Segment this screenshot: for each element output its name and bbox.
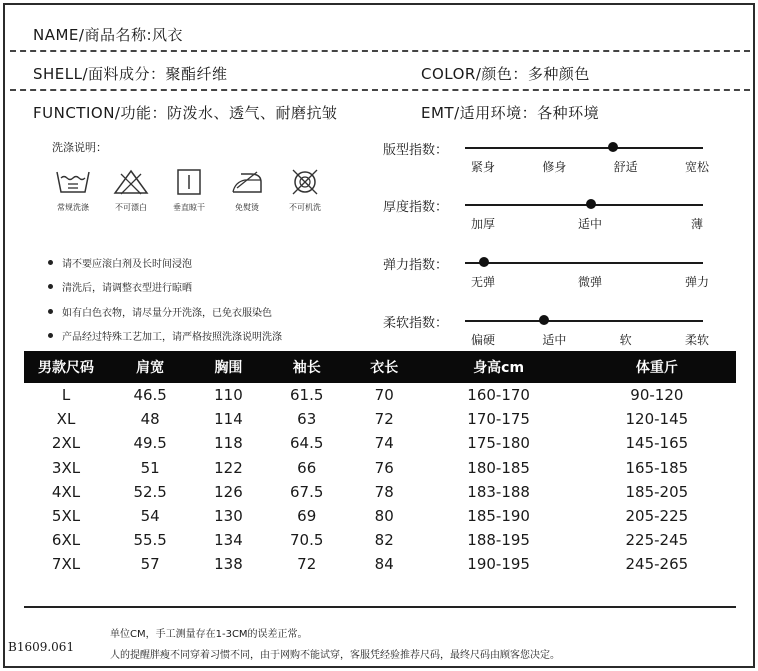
table-row (24, 552, 736, 576)
table-row (24, 528, 736, 552)
value-cell: 138 (214, 555, 243, 574)
value-cell: 110 (214, 386, 243, 405)
scale-levels (455, 215, 725, 229)
list-item: 产品经过特殊工艺加工，请严格按照洗涤说明洗涤 (48, 324, 282, 349)
value-cell: 78 (374, 482, 394, 501)
index-label: 柔软指数： (383, 316, 449, 331)
divider (10, 50, 750, 52)
value-cell: 46.5 (133, 386, 167, 405)
value-cell: 130 (214, 507, 243, 526)
size-cell: 7XL (51, 555, 81, 574)
list-item: 清洗后，请调整衣型进行晾晒 (48, 275, 282, 300)
emt-attribute: EMT/适用环境：各种环境 (421, 104, 600, 122)
value-cell: 170-175 (467, 410, 530, 429)
index-label: 弹力指数： (383, 258, 449, 273)
value-cell: 64.5 (290, 434, 324, 453)
size-cell: 4XL (51, 482, 81, 501)
value-cell: 66 (297, 458, 317, 477)
divider (24, 606, 736, 608)
value-cell: 205-225 (625, 507, 689, 526)
value-cell: 175-180 (467, 434, 530, 453)
name-attribute: NAME/商品名称:风衣 (33, 26, 184, 44)
value-cell: 55.5 (133, 531, 167, 550)
scale-level: 无弹 (470, 275, 496, 289)
washing-icons (44, 168, 344, 213)
scale-levels (455, 273, 725, 287)
scale-line (465, 320, 703, 322)
value-cell: 72 (374, 410, 394, 429)
size-cell: XL (56, 410, 76, 429)
column-header: 体重斤 (578, 351, 736, 383)
column-header: 袖长 (265, 351, 349, 383)
value-cell: 126 (214, 482, 243, 501)
scale-level: 舒适 (613, 160, 638, 174)
value-cell: 160-170 (467, 386, 530, 405)
index-label: 厚度指数： (383, 200, 449, 215)
scale-marker (539, 315, 549, 325)
scale-levels (455, 331, 725, 345)
size-cell: L (61, 386, 71, 405)
scale-line (465, 204, 703, 206)
bullet-icon (48, 284, 53, 289)
value-cell: 63 (297, 410, 317, 429)
bullet-icon (48, 309, 53, 314)
no-machine-wash-icon: 不可机洗 (276, 168, 334, 213)
bullet-icon (48, 260, 53, 265)
scale-level: 宽松 (684, 160, 710, 174)
washing-notes (48, 250, 282, 348)
size-cell: 3XL (51, 458, 81, 477)
column-header: 身高cm (420, 351, 578, 383)
table-row (24, 431, 736, 455)
product-code: B1609.061 (8, 640, 75, 654)
value-cell: 188-195 (467, 531, 530, 550)
value-cell: 80 (374, 507, 394, 526)
scale-level: 适中 (577, 217, 603, 231)
value-cell: 122 (214, 458, 243, 477)
size-cell: 5XL (51, 507, 81, 526)
value-cell: 48 (140, 410, 160, 429)
no-bleach-icon: 不可漂白 (102, 168, 160, 213)
scale-level: 修身 (542, 160, 567, 174)
column-header: 男款尺码 (24, 351, 108, 383)
footer-disclaimer: 人的提醒胖瘦不同穿着习惯不同，由于网购不能试穿，客服凭经验推荐尺码，最终尺码由顾客您决定。 (110, 650, 560, 661)
scale-level: 偏硬 (470, 333, 496, 347)
size-table-body (24, 383, 736, 577)
value-cell: 183-188 (467, 482, 530, 501)
scale-level: 加厚 (470, 217, 496, 231)
scale-level: 弹力 (684, 275, 710, 289)
value-cell: 70 (374, 386, 394, 405)
scale-levels (455, 158, 725, 172)
scale-level: 微弹 (577, 275, 603, 289)
value-cell: 225-245 (625, 531, 689, 550)
function-attribute: FUNCTION/功能：防泼水、透气、耐磨抗皱 (33, 104, 338, 122)
value-cell: 76 (374, 458, 394, 477)
value-cell: 74 (374, 434, 394, 453)
value-cell: 54 (140, 507, 160, 526)
value-cell: 49.5 (133, 434, 167, 453)
table-row (24, 456, 736, 480)
value-cell: 145-165 (625, 434, 689, 453)
value-cell: 84 (374, 555, 394, 574)
value-cell: 82 (374, 531, 394, 550)
scale-marker (479, 257, 489, 267)
scale-level: 紧身 (470, 160, 496, 174)
value-cell: 57 (140, 555, 160, 574)
table-row (24, 504, 736, 528)
hand-wash-icon: 常规洗涤 (44, 168, 102, 213)
value-cell: 118 (214, 434, 243, 453)
value-cell: 72 (297, 555, 317, 574)
value-cell: 90-120 (630, 386, 684, 405)
value-cell: 190-195 (467, 555, 530, 574)
column-header: 肩宽 (108, 351, 192, 383)
value-cell: 114 (214, 410, 243, 429)
value-cell: 185-190 (467, 507, 530, 526)
value-cell: 61.5 (290, 386, 324, 405)
column-header: 衣长 (349, 351, 420, 383)
column-header: 胸围 (192, 351, 264, 383)
value-cell: 165-185 (625, 458, 689, 477)
bullet-icon (48, 333, 53, 338)
index-label: 版型指数： (383, 143, 449, 158)
shell-attribute: SHELL/面料成分：聚酯纤维 (33, 65, 228, 83)
value-cell: 51 (140, 458, 160, 477)
value-cell: 134 (214, 531, 243, 550)
scale-level: 柔软 (684, 333, 710, 347)
value-cell: 69 (297, 507, 317, 526)
footer-note: 单位CM，手工测量存在1-3CM的误差正常。 (110, 629, 308, 640)
value-cell: 245-265 (625, 555, 689, 574)
scale-level: 软 (619, 333, 632, 347)
list-item: 如有白色衣物，请尽量分开洗涤，已免衣服染色 (48, 299, 282, 324)
table-row (24, 480, 736, 504)
table-header-row (24, 351, 736, 383)
color-attribute: COLOR/颜色：多种颜色 (421, 65, 590, 83)
table-row (24, 407, 736, 431)
value-cell: 70.5 (290, 531, 324, 550)
scale-level: 薄 (690, 217, 704, 231)
scale-level: 适中 (542, 333, 567, 347)
value-cell: 185-205 (625, 482, 689, 501)
value-cell: 52.5 (133, 482, 167, 501)
scale-line (465, 262, 703, 264)
size-table (24, 351, 736, 577)
washing-title: 洗涤说明： (52, 141, 107, 154)
value-cell: 120-145 (625, 410, 689, 429)
hang-dry-icon: 垂直晾干 (160, 168, 218, 213)
divider (10, 89, 750, 91)
scale-marker (608, 142, 618, 152)
iron-icon: 免熨烫 (218, 168, 276, 213)
scale-line (465, 147, 703, 149)
list-item: 请不要应滚白剂及长时间浸泡 (48, 250, 282, 275)
value-cell: 180-185 (467, 458, 530, 477)
value-cell: 67.5 (290, 482, 324, 501)
size-cell: 2XL (51, 434, 81, 453)
table-row (24, 383, 736, 407)
size-cell: 6XL (51, 531, 81, 550)
